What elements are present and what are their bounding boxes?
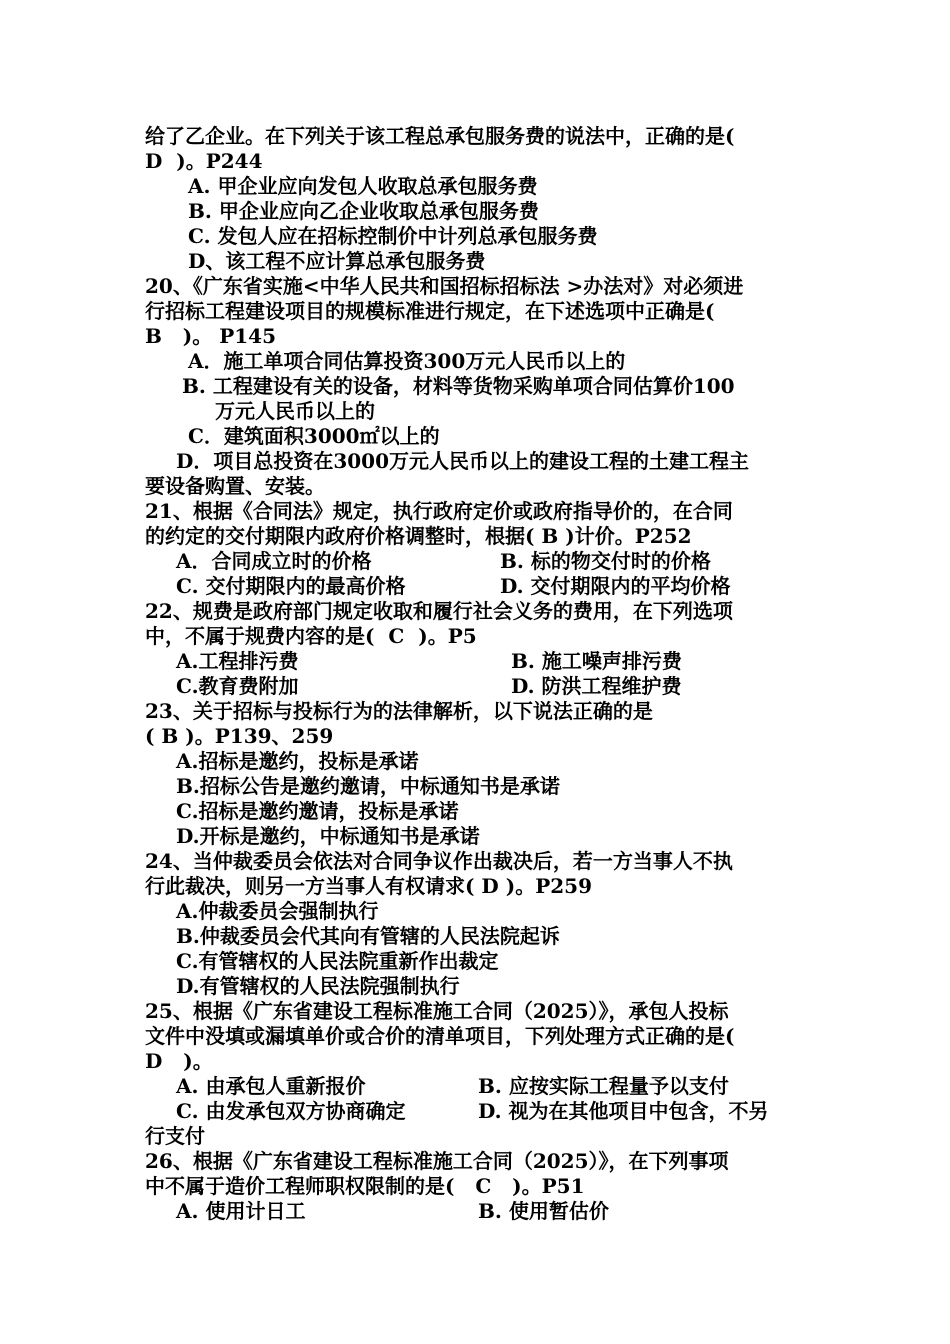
- option-b: B. 标的物交付时的价格: [500, 549, 711, 573]
- option-a: A. 甲企业应向发包人收取总承包服务费: [188, 174, 538, 198]
- text-line: 行此裁决，则另一方当事人有权请求( D )。P259: [145, 874, 592, 898]
- text-line: 中，不属于规费内容的是( C )。P5: [145, 624, 477, 648]
- text-line: 行招标工程建设项目的规模标准进行规定，在下述选项中正确是(: [145, 299, 715, 323]
- option-a: A. 由承包人重新报价: [176, 1074, 366, 1098]
- option-c: C. 交付期限内的最高价格: [176, 574, 406, 598]
- question-26: 26、根据《广东省建设工程标准施工合同（2025）》，在下列事项: [145, 1149, 729, 1173]
- text-line: 中不属于造价工程师职权限制的是( C )。P51: [145, 1174, 585, 1198]
- option-b: B.招标公告是邀约邀请，中标通知书是承诺: [176, 774, 560, 798]
- option-b: B. 甲企业应向乙企业收取总承包服务费: [188, 199, 539, 223]
- answer-line: D )。P244: [145, 149, 263, 173]
- answer-line: ( B )。P139、259: [145, 724, 334, 748]
- option-c: C.招标是邀约邀请，投标是承诺: [176, 799, 459, 823]
- answer-line: D )。: [145, 1049, 213, 1073]
- option-b-continued: 万元人民币以上的: [215, 399, 375, 423]
- option-b: B. 工程建设有关的设备，材料等货物采购单项合同估算价100: [182, 374, 735, 398]
- question-20: 20、《广东省实施<中华人民共和国招标招标法 >办法对》对必须进: [145, 274, 744, 298]
- question-23: 23、关于招标与投标行为的法律解析，以下说法正确的是: [145, 699, 653, 723]
- option-a: A．合同成立时的价格: [176, 549, 372, 573]
- option-d: D.开标是邀约，中标通知书是承诺: [176, 824, 480, 848]
- option-a: A.仲裁委员会强制执行: [176, 899, 379, 923]
- option-c: C．建筑面积3000㎡以上的: [188, 424, 440, 448]
- option-b: B.仲裁委员会代其向有管辖的人民法院起诉: [176, 924, 560, 948]
- option-c: C.教育费附加: [176, 674, 299, 698]
- option-d: D. 交付期限内的平均价格: [500, 574, 731, 598]
- question-24: 24、当仲裁委员会依法对合同争议作出裁决后，若一方当事人不执: [145, 849, 733, 873]
- option-a: A.招标是邀约，投标是承诺: [176, 749, 419, 773]
- question-22: 22、规费是政府部门规定收取和履行社会义务的费用，在下列选项: [145, 599, 733, 623]
- option-d: D．项目总投资在3000万元人民币以上的建设工程的土建工程主: [176, 449, 750, 473]
- question-25: 25、根据《广东省建设工程标准施工合同（2025）》，承包人投标: [145, 999, 729, 1023]
- option-c: C. 由发承包双方协商确定: [176, 1099, 406, 1123]
- option-d-continued: 要设备购置、安装。: [145, 474, 325, 498]
- answer-line: B )。 P145: [145, 324, 277, 348]
- option-b: B. 应按实际工程量予以支付: [478, 1074, 729, 1098]
- option-d: D、该工程不应计算总承包服务费: [188, 249, 486, 273]
- option-d: D.有管辖权的人民法院强制执行: [176, 974, 460, 998]
- option-a: A．施工单项合同估算投资300万元人民币以上的: [188, 349, 626, 373]
- option-a: A. 使用计日工: [176, 1199, 306, 1223]
- option-b: B. 施工噪声排污费: [511, 649, 682, 673]
- option-c: C.有管辖权的人民法院重新作出裁定: [176, 949, 499, 973]
- option-c: C. 发包人应在招标控制价中计列总承包服务费: [188, 224, 598, 248]
- text-line: 给了乙企业。在下列关于该工程总承包服务费的说法中，正确的是(: [145, 124, 735, 148]
- option-d: D. 防洪工程维护费: [511, 674, 682, 698]
- question-21: 21、根据《合同法》规定，执行政府定价或政府指导价的，在合同: [145, 499, 733, 523]
- option-b: B. 使用暂估价: [478, 1199, 609, 1223]
- option-a: A.工程排污费: [176, 649, 299, 673]
- option-d-continued: 行支付: [145, 1124, 205, 1148]
- text-line: 文件中没填或漏填单价或合价的清单项目，下列处理方式正确的是(: [145, 1024, 735, 1048]
- option-d: D. 视为在其他项目中包含，不另: [478, 1099, 769, 1123]
- text-line: 的约定的交付期限内政府价格调整时，根据( B )计价。P252: [145, 524, 692, 548]
